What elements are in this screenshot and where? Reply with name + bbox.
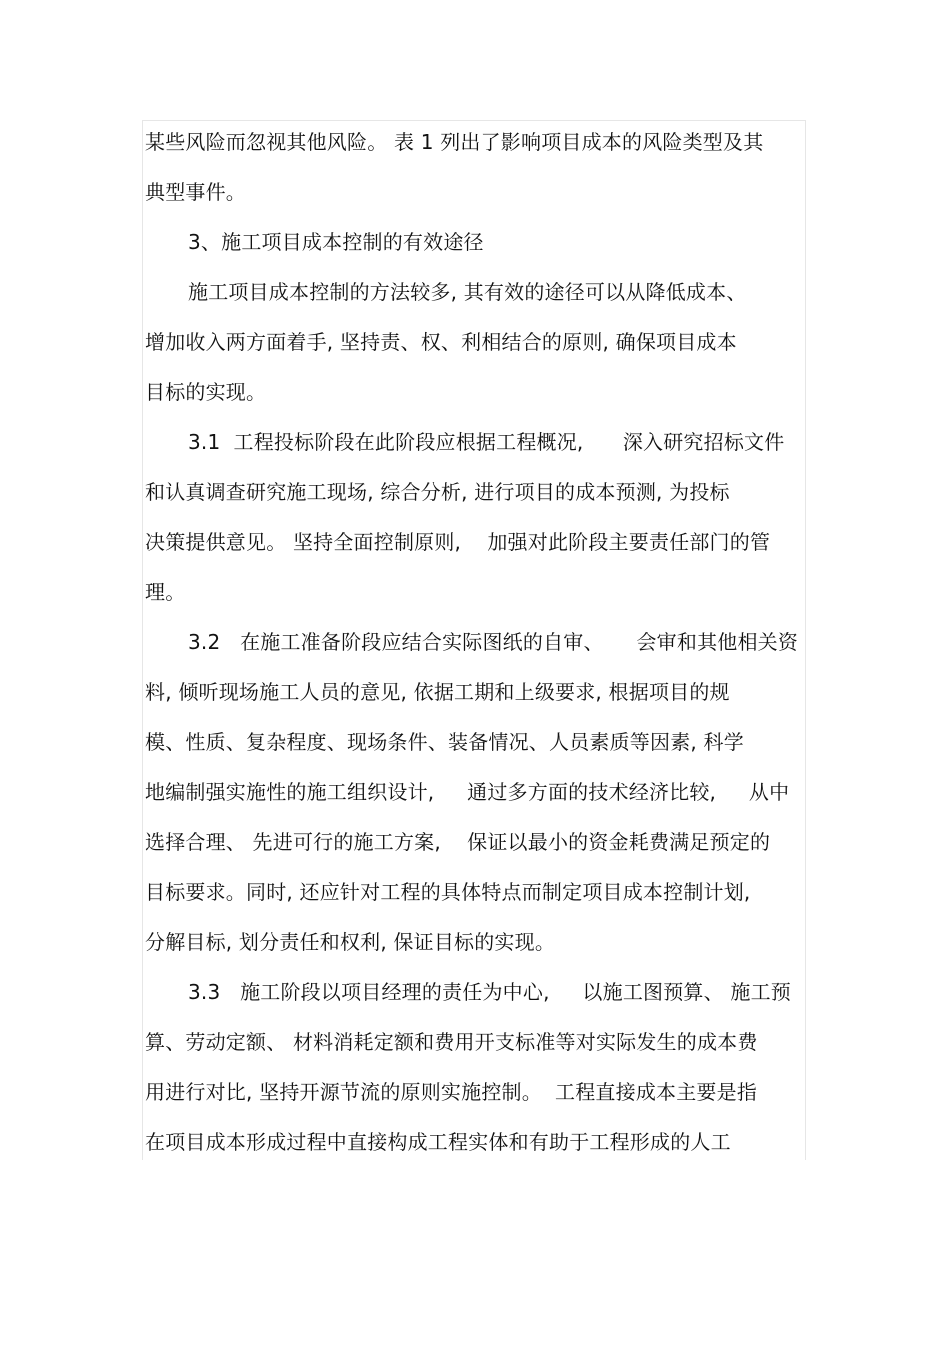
text-line: 目标要求。同时, 还应针对工程的具体特点而制定项目成本控制计划, [145,880,751,904]
text-line: 选择合理、 先进可行的施工方案, 保证以最小的资金耗费满足预定的 [145,830,771,854]
text-line: 用进行对比, 坚持开源节流的原则实施控制。 工程直接成本主要是指 [145,1080,758,1104]
section-heading: 3、施工项目成本控制的有效途径 [188,230,484,254]
text-line: 决策提供意见。 坚持全面控制原则, 加强对此阶段主要责任部门的管 [145,530,771,554]
text-line: 3.1 工程投标阶段在此阶段应根据工程概况, 深入研究招标文件 [188,430,785,454]
text-line: 理。 [145,580,186,604]
text-line: 料, 倾听现场施工人员的意见, 依据工期和上级要求, 根据项目的规 [145,680,730,704]
text-line: 某些风险而忽视其他风险。 表 1 列出了影响项目成本的风险类型及其 [145,130,764,154]
text-line: 典型事件。 [145,180,246,204]
text-line: 目标的实现。 [145,380,267,404]
text-line: 3.2 在施工准备阶段应结合实际图纸的自审、 会审和其他相关资 [188,630,799,654]
text-line: 3.3 施工阶段以项目经理的责任为中心, 以施工图预算、 施工预 [188,980,791,1004]
text-line: 分解目标, 划分责任和权利, 保证目标的实现。 [145,930,556,954]
text-line: 地编制强实施性的施工组织设计, 通过多方面的技术经济比较, 从中 [145,780,790,804]
text-line: 算、劳动定额、 材料消耗定额和费用开支标准等对实际发生的成本费 [145,1030,758,1054]
text-line: 施工项目成本控制的方法较多, 其有效的途径可以从降低成本、 [188,280,747,304]
text-line: 模、性质、复杂程度、现场条件、装备情况、人员素质等因素, 科学 [145,730,744,754]
text-line: 在项目成本形成过程中直接构成工程实体和有助于工程形成的人工 [145,1130,731,1154]
text-line: 增加收入两方面着手, 坚持责、权、利相结合的原则, 确保项目成本 [145,330,737,354]
text-line: 和认真调查研究施工现场, 综合分析, 进行项目的成本预测, 为投标 [145,480,730,504]
